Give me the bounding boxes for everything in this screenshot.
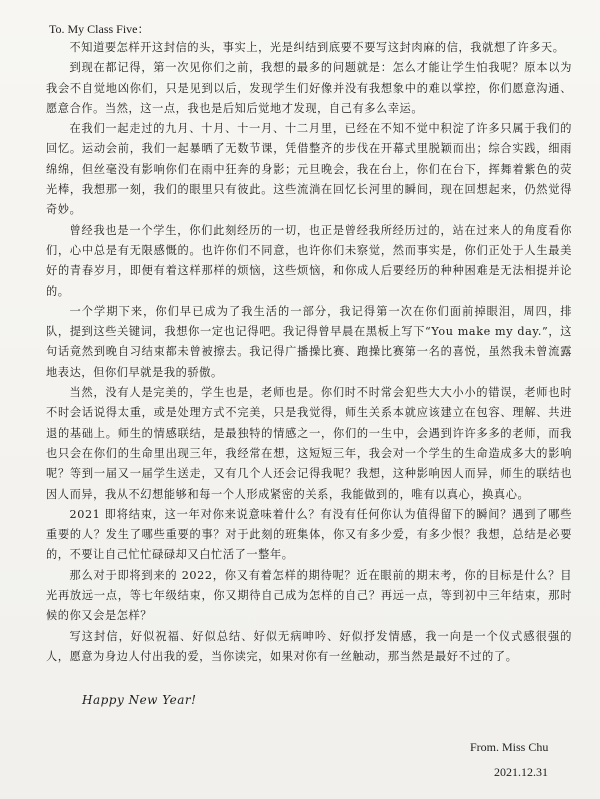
paragraph: 不知道要怎样开这封信的头，事实上，光是纠结到底要不要写这封肉麻的信，我就想了许多天。: [69, 41, 565, 54]
paragraph: 那么对于即将到来的 2022，你又有着怎样的期待呢？近在眼前的期末考，你的目标是什么？目光再放远一点，等七年级结束，你又期待自己成为怎样的自己？再远一点，等到初中三年结束，那时候的你又会是怎样？: [46, 568, 572, 623]
closing-greeting: Happy New Year!: [82, 693, 197, 707]
paragraph: 一个学期下来，你们早已成为了我生活的一部分，我记得第一次在你们面前掉眼泪，周四，排队，提到这些关键词，我想你一定也记得吧。我记得曾早晨在黑板上写下“You make my day.”，这句话竟然到晚自习结束都未曾被擦去。我记得广播操比赛、跑操比赛第一名的喜悦，虽然我未曾流露地表达，但你们早就是我的骄傲。: [46, 304, 572, 379]
paragraph: 当然，没有人是完美的，学生也是，老师也是。你们时不时常会犯些大大小小的错误，老师也时不时会话说得太重，或是处理方式不完美，只是我觉得，师生关系本就应该建立在包容、理解、共进退的基础上。师生的情感联结，是最独特的情感之一，你们的一生中，会遇到许许多多的老师，而我也只会在你们的生命里出现三年，我经常在想，这短短三年，我会对一个学生的生命造成多大的影响呢？等到一届又一届学生送走，又有几个人还会记得我呢？我想，这种影响因人而异，师生的联结也因人而异，我从不幻想能够和每一个人形成紧密的关系，我能做到的，唯有以真心，换真心。: [46, 386, 572, 501]
signature: From. Miss Chu: [470, 740, 549, 754]
paragraph: 在我们一起走过的九月、十月、十一月、十二月里，已经在不知不觉中积淀了许多只属于我们的回忆。运动会前，我们一起暴晒了无数节课，凭借整齐的步伐在开幕式里脱颖而出；综合实践，细雨绵绵，但丝毫没有影响你们在雨中狂奔的身影；元旦晚会，我在台上，你们在台下，挥舞着紫色的荧光棒，我想那一刻，我们的眼里只有彼此。这些流淌在回忆长河里的瞬间，现在回想起来，仍然觉得奇妙。: [46, 122, 572, 217]
paragraph: 曾经我也是一个学生，你们此刻经历的一切，也正是曾经我所经历过的，站在过来人的角度看你们，心中总是有无限感慨的。也许你们不同意，也许你们未察觉，然而事实是，你们正处于人生最美好的青春岁月，即便有着这样那样的烦恼，这些烦恼，和你成人后要经历的种种困难是无法相提并论的。: [46, 223, 572, 298]
paragraph: 写这封信，好似祝福、好似总结、好似无病呻吟、好似抒发情感，我一向是一个仪式感很强的人，愿意为身边人付出我的爱，当你读完，如果对你有一丝触动，那当然是最好不过的了。: [46, 629, 572, 663]
letter-date: 2021.12.31: [494, 765, 548, 779]
paragraph: 2021 即将结束，这一年对你来说意味着什么？有没有任何你认为值得留下的瞬间？遇到了哪些重要的人？发生了哪些重要的事？对于此刻的班集体，你又有多少爱，有多少恨？我想，总结是必要的，不要让自己忙忙碌碌却又白忙活了一整年。: [46, 507, 572, 562]
letter-body: [46, 38, 572, 667]
paragraph: 到现在都记得，第一次见你们之前，我想的最多的问题就是：怎么才能让学生怕我呢？原本以为我会不自觉地凶你们，只是见到以后，发现学生们好像并没有我想象中的难以掌控，你们愿意沟通、愿意合作。当然，这一点，我也是后知后觉地才发现，自己有多么幸运。: [46, 61, 572, 115]
salutation: To. My Class Five：: [49, 22, 150, 36]
